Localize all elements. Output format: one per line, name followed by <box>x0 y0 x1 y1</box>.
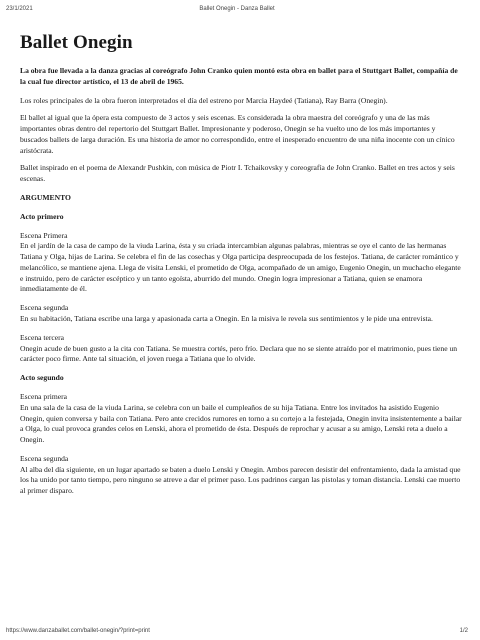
scene-2-1 <box>20 392 464 446</box>
print-url: https://www.danzaballet.com/ballet-onegin/?print=print <box>6 628 150 634</box>
scene-1-2 <box>20 303 464 325</box>
scene-text: En el jardín de la casa de campo de la viuda Larina, ésta y su criada intercambian algunas palabras, mientras se oye el canto de las hermanas Tatiana y Olga, hijas de Larina. Se celebra el fin de las cosechas y Olga participa despreocupada de los festejos. Tatiana, de carácter romántico y melancólico, se mantiene ajena. Llega de visita Lenski, el prometido de Olga, acompañado de un amigo, Eugenio Onegin, un muchacho elegante e instruido, pero de carácter escéptico y un tanto egoísta, aburrido del mundo. Onegin logra impresionar a Tatiana, quien se enamora inmediatamente de él. <box>20 241 461 294</box>
scene-text: Onegin acude de buen gusto a la cita con Tatiana. Se muestra cortés, pero frío. Declara que no se siente atraído por el matrimonio, pues tiene un carácter poco firme. Ante tal situación, el joven ruega a Tatiana que lo olvide. <box>20 343 458 364</box>
paragraph-description: El ballet al igual que la ópera esta compuesto de 3 actos y seis escenas. Es considerada la obra maestra del coreógrafo y una de las más importantes obras dentro del repertorio del Stuttgart Ballet. Impresionante y poderoso, Onegin se ha vuelto uno de los más importantes y buscados ballets de larga duración. Es una historia de amor no correspondido, entre el inesperado encuentro de una niña inocente con un cínico aristócrata. <box>20 113 455 155</box>
scene-text: En su habitación, Tatiana escribe una larga y apasionada carta a Onegin. En la misiva le revela sus sentimientos y le pide una entrevista. <box>20 314 433 324</box>
scene-title: Escena tercera <box>20 332 65 342</box>
page-title: Ballet Onegin <box>20 32 133 53</box>
paragraph-inspiration: Ballet inspirado en el poema de Alexandr Pushkin, con música de Piotr I. Tchaikovsky y coreografía de John Cranko. Ballet en tres actos y seis escenas. <box>20 163 455 184</box>
article <box>20 30 464 505</box>
act-heading-1: Acto primero <box>20 211 64 221</box>
scene-text: Al alba del día siguiente, en un lugar apartado se baten a duelo Lenski y Onegin. Ambos parecen desistir del enfrentamiento, dada la amistad que los ha unido por tanto tiempo, pero ninguno se atreve a dar el primer paso. Los padrinos cargan las pistolas y toman distancia. Lenski cae muerto al primer disparo. <box>20 464 461 496</box>
scene-title: Escena Primera <box>20 230 68 240</box>
paragraph-roles: Los roles principales de la obra fueron interpretados el día del estreno por Marcia Haydeé (Tatiana), Ray Barra (Onegin). <box>20 95 388 105</box>
scene-text: En una sala de la casa de la viuda Larina, se celebra con un baile el cumpleaños de su hija Tatiana. Entre los invitados ha asistido Eugenio Onegin, quien conversa y baila con Tatiana. Pero ante crecidos rumores en torno a su cortejo a la festejada, Onegin invita insistentemente a bailar a Olga, lo cual provoca grandes celos en Lenski, ahora el prometido de ésta. Después de reprochar y acusar a su amigo, Lenski reta a duelo a Onegin. <box>20 402 462 445</box>
section-heading-argumento: ARGUMENTO <box>20 193 71 202</box>
scene-title: Escena segunda <box>20 453 69 463</box>
print-date: 23/1/2021 <box>6 6 33 12</box>
scene-2-2 <box>20 454 464 497</box>
act-heading-2: Acto segundo <box>20 373 64 383</box>
scene-1-1 <box>20 231 464 296</box>
print-footer <box>6 628 468 634</box>
print-page-title: Ballet Onegin - Danza Ballet <box>199 6 275 12</box>
lead-paragraph: La obra fue llevada a la danza gracias al coreógrafo John Cranko quien montó esta obra en ballet para el Stuttgart Ballet, compañía de la cual fue director artístico, el 13 de abril de 1965. <box>20 65 458 86</box>
print-header <box>6 6 468 12</box>
scene-title: Escena segunda <box>20 303 69 313</box>
scene-title: Escena primera <box>20 391 68 401</box>
scene-1-3 <box>20 333 464 365</box>
print-page-number: 1/2 <box>459 628 468 634</box>
